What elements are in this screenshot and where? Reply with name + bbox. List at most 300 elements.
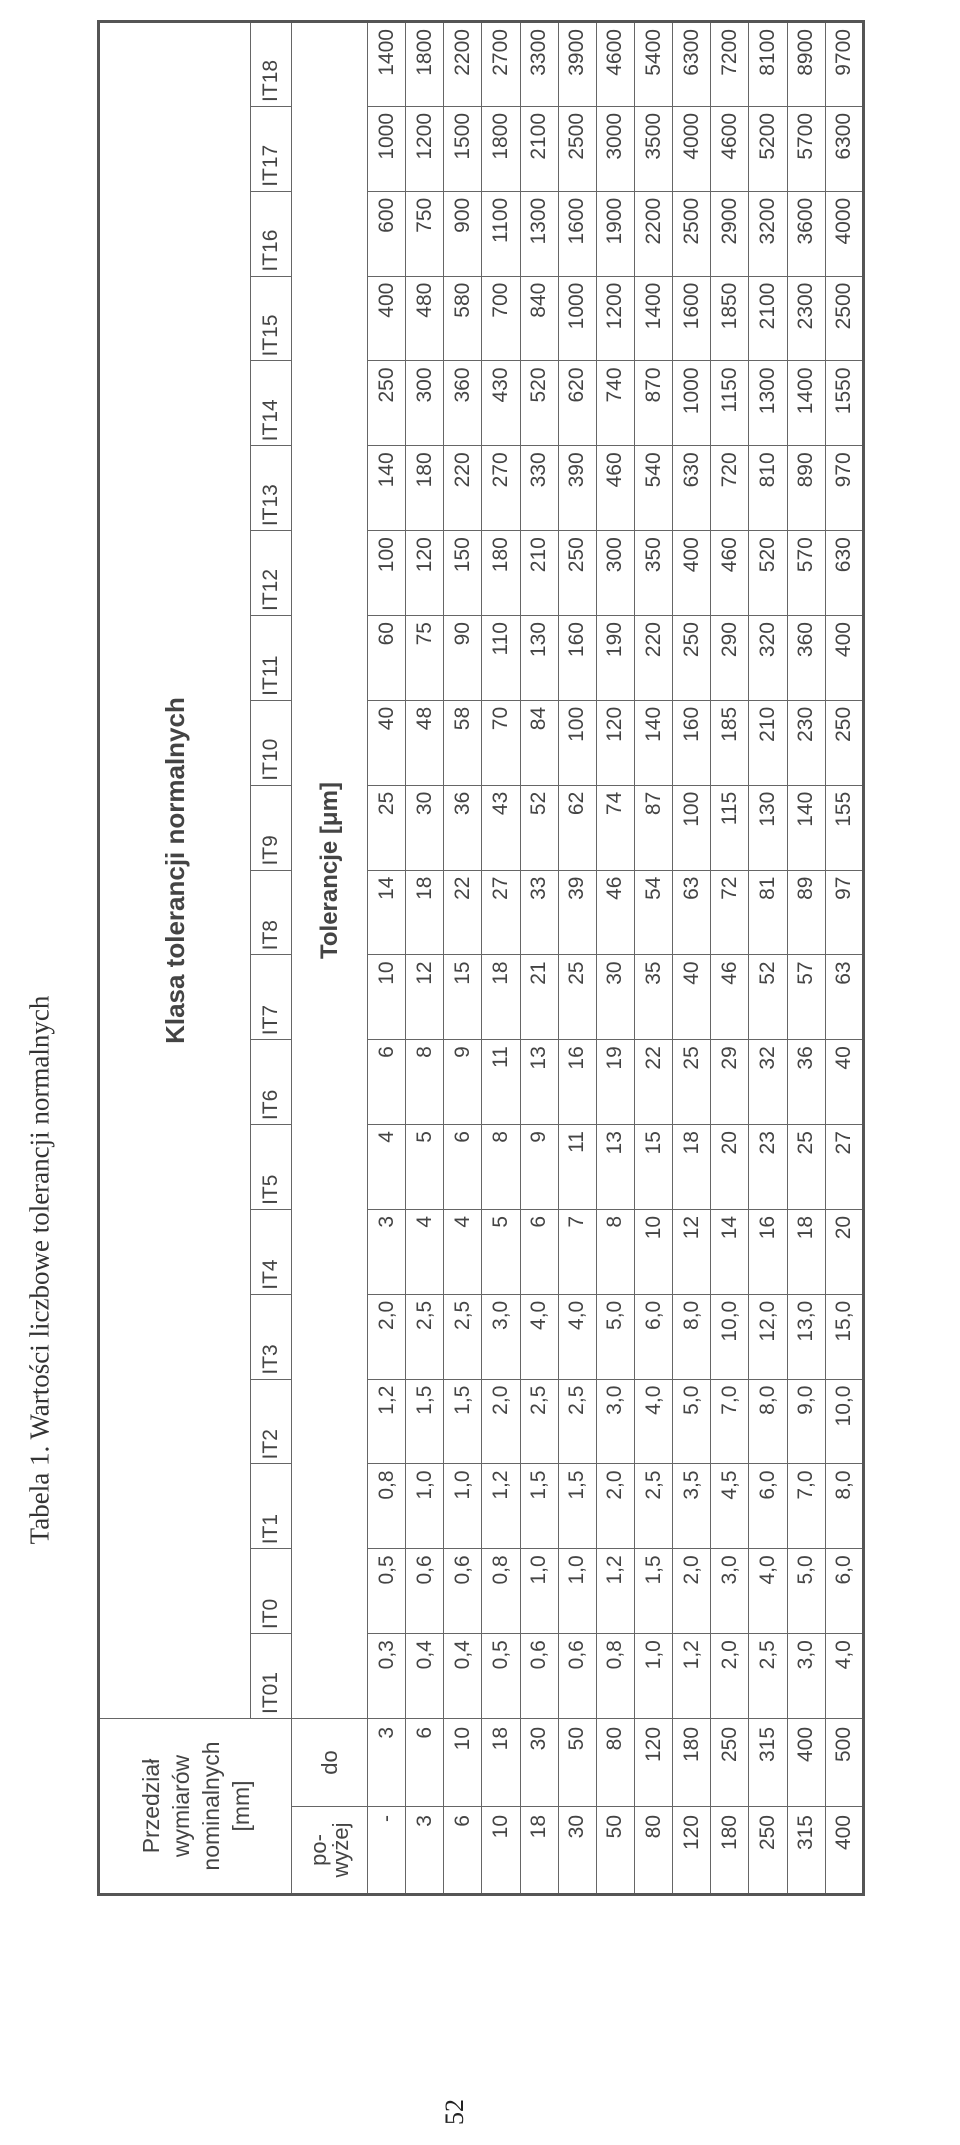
tolerance-value-cell: 20 xyxy=(825,1209,863,1294)
tolerance-value-cell: 1200 xyxy=(406,106,444,191)
tolerance-value-cell: 2500 xyxy=(673,191,711,276)
range-from-cell: 315 xyxy=(787,1807,825,1895)
tolerance-value-cell: 89 xyxy=(787,870,825,955)
tolerance-value-cell: 3,5 xyxy=(673,1464,711,1549)
tolerance-value-cell: 18 xyxy=(406,870,444,955)
tolerance-value-cell: 1000 xyxy=(368,106,406,191)
table-row xyxy=(825,22,863,1895)
class-label-it18: IT18 xyxy=(251,22,292,107)
range-from-cell: 120 xyxy=(673,1807,711,1895)
tolerance-value-cell: 5700 xyxy=(787,106,825,191)
tolerance-value-cell: 1600 xyxy=(558,191,596,276)
tolerance-value-cell: 10 xyxy=(368,955,406,1040)
tolerance-value-cell: 8 xyxy=(406,1040,444,1125)
tolerance-value-cell: 10 xyxy=(634,1209,672,1294)
tolerance-value-cell: 520 xyxy=(749,531,787,616)
tolerance-value-cell: 250 xyxy=(673,616,711,701)
tolerance-value-cell: 1,0 xyxy=(444,1464,482,1549)
tolerance-value-cell: 2,0 xyxy=(482,1379,520,1464)
tolerance-value-cell: 400 xyxy=(825,616,863,701)
tolerance-value-cell: 2100 xyxy=(520,106,558,191)
tolerance-value-cell: 7,0 xyxy=(711,1379,749,1464)
table-row xyxy=(787,22,825,1895)
tolerance-value-cell: 40 xyxy=(673,955,711,1040)
tolerance-value-cell: 360 xyxy=(787,616,825,701)
tolerance-value-cell: 250 xyxy=(558,531,596,616)
class-label-it0: IT0 xyxy=(251,1549,292,1634)
tolerance-value-cell: 120 xyxy=(596,700,634,785)
tolerance-value-cell: 16 xyxy=(749,1209,787,1294)
tolerance-value-cell: 900 xyxy=(444,191,482,276)
tolerance-value-cell: 1300 xyxy=(520,191,558,276)
tolerance-value-cell: 4,5 xyxy=(711,1464,749,1549)
tolerance-value-cell: 6 xyxy=(520,1209,558,1294)
table-row xyxy=(520,22,558,1895)
tolerance-value-cell: 2,5 xyxy=(749,1634,787,1719)
tolerance-value-cell: 400 xyxy=(673,531,711,616)
class-label-it6: IT6 xyxy=(251,1040,292,1125)
tolerance-value-cell: 18 xyxy=(482,955,520,1040)
tolerance-value-cell: 3300 xyxy=(520,22,558,107)
tolerance-value-cell: 140 xyxy=(787,785,825,870)
range-to-cell: 250 xyxy=(711,1718,749,1806)
tolerance-value-cell: 15,0 xyxy=(825,1294,863,1379)
class-label-it01: IT01 xyxy=(251,1634,292,1719)
tolerance-value-cell: 6,0 xyxy=(825,1549,863,1634)
range-to-cell: 30 xyxy=(520,1718,558,1806)
tolerance-value-cell: 9 xyxy=(444,1040,482,1125)
tolerance-value-cell: 36 xyxy=(787,1040,825,1125)
tolerance-value-cell: 1150 xyxy=(711,361,749,446)
tolerance-value-cell: 18 xyxy=(787,1209,825,1294)
page-number: 52 xyxy=(440,2099,469,2125)
tolerance-value-cell: 230 xyxy=(787,700,825,785)
tolerance-value-cell: 57 xyxy=(787,955,825,1040)
tolerance-value-cell: 10,0 xyxy=(711,1294,749,1379)
tolerance-value-cell: 74 xyxy=(596,785,634,870)
tolerance-value-cell: 14 xyxy=(711,1209,749,1294)
tolerance-value-cell: 8,0 xyxy=(749,1379,787,1464)
tolerance-value-cell: 10,0 xyxy=(825,1379,863,1464)
tolerance-value-cell: 2,0 xyxy=(596,1464,634,1549)
tolerance-value-cell: 25 xyxy=(558,955,596,1040)
tolerance-value-cell: 12 xyxy=(673,1209,711,1294)
table-row xyxy=(673,22,711,1895)
class-label-it17: IT17 xyxy=(251,106,292,191)
tolerance-value-cell: 3,0 xyxy=(596,1379,634,1464)
tolerance-value-cell: 23 xyxy=(749,1125,787,1210)
range-from-cell: 18 xyxy=(520,1807,558,1895)
class-label-it16: IT16 xyxy=(251,191,292,276)
tolerance-value-cell: 9 xyxy=(520,1125,558,1210)
table-body xyxy=(368,22,864,1895)
tolerance-value-cell: 180 xyxy=(406,446,444,531)
tolerance-value-cell: 740 xyxy=(596,361,634,446)
class-label-it11: IT11 xyxy=(251,616,292,701)
tolerance-value-cell: 1400 xyxy=(787,361,825,446)
range-from-cell: 10 xyxy=(482,1807,520,1895)
class-header: Klasa tolerancji normalnych xyxy=(99,22,251,1719)
tolerance-value-cell: 15 xyxy=(444,955,482,1040)
tolerance-value-cell: 27 xyxy=(482,870,520,955)
class-label-it12: IT12 xyxy=(251,531,292,616)
tolerance-value-cell: 90 xyxy=(444,616,482,701)
tolerance-value-cell: 40 xyxy=(825,1040,863,1125)
tolerance-value-cell: 29 xyxy=(711,1040,749,1125)
tolerance-value-cell: 75 xyxy=(406,616,444,701)
range-header: Przedział wymiarów nominalnych [mm] xyxy=(99,1718,292,1894)
table-row xyxy=(634,22,672,1895)
tolerance-value-cell: 150 xyxy=(444,531,482,616)
class-label-it7: IT7 xyxy=(251,955,292,1040)
range-from-cell: 30 xyxy=(558,1807,596,1895)
tolerance-value-cell: 6300 xyxy=(825,106,863,191)
tolerance-value-cell: 1,0 xyxy=(634,1634,672,1719)
tolerance-value-cell: 72 xyxy=(711,870,749,955)
tolerance-value-cell: 185 xyxy=(711,700,749,785)
tolerance-value-cell: 330 xyxy=(520,446,558,531)
tolerance-value-cell: 320 xyxy=(749,616,787,701)
tolerance-value-cell: 180 xyxy=(482,531,520,616)
tolerance-value-cell: 2,0 xyxy=(711,1634,749,1719)
tolerance-value-cell: 32 xyxy=(749,1040,787,1125)
tolerance-value-cell: 5 xyxy=(406,1125,444,1210)
tolerance-value-cell: 5400 xyxy=(634,22,672,107)
tolerance-value-cell: 890 xyxy=(787,446,825,531)
tolerance-value-cell: 2200 xyxy=(634,191,672,276)
tolerance-value-cell: 1000 xyxy=(673,361,711,446)
range-to-cell: 315 xyxy=(749,1718,787,1806)
tolerance-value-cell: 0,4 xyxy=(406,1634,444,1719)
tolerance-value-cell: 1,2 xyxy=(673,1634,711,1719)
tolerance-value-cell: 190 xyxy=(596,616,634,701)
tolerance-value-cell: 210 xyxy=(520,531,558,616)
tolerance-value-cell: 220 xyxy=(444,446,482,531)
tolerance-value-cell: 1,2 xyxy=(482,1464,520,1549)
range-to-cell: 18 xyxy=(482,1718,520,1806)
tolerance-value-cell: 18 xyxy=(673,1125,711,1210)
tolerance-value-cell: 3,0 xyxy=(787,1634,825,1719)
tolerance-value-cell: 220 xyxy=(634,616,672,701)
tolerance-value-cell: 6300 xyxy=(673,22,711,107)
tolerance-value-cell: 9,0 xyxy=(787,1379,825,1464)
tolerance-value-cell: 19 xyxy=(596,1040,634,1125)
tolerance-value-cell: 1900 xyxy=(596,191,634,276)
tolerance-value-cell: 810 xyxy=(749,446,787,531)
tolerance-value-cell: 52 xyxy=(520,785,558,870)
tolerance-value-cell: 2,5 xyxy=(406,1294,444,1379)
tolerance-value-cell: 100 xyxy=(673,785,711,870)
tolerance-value-cell: 30 xyxy=(406,785,444,870)
tolerance-value-cell: 1550 xyxy=(825,361,863,446)
tolerance-value-cell: 250 xyxy=(825,700,863,785)
tolerance-value-cell: 48 xyxy=(406,700,444,785)
range-from-cell: 400 xyxy=(825,1807,863,1895)
tolerance-value-cell: 350 xyxy=(634,531,672,616)
tolerance-value-cell: 270 xyxy=(482,446,520,531)
table-row xyxy=(749,22,787,1895)
tolerance-value-cell: 1,5 xyxy=(634,1549,672,1634)
table-row xyxy=(406,22,444,1895)
class-label-it10: IT10 xyxy=(251,700,292,785)
class-label-it5: IT5 xyxy=(251,1125,292,1210)
tolerance-value-cell: 36 xyxy=(444,785,482,870)
tolerance-value-cell: 7,0 xyxy=(787,1464,825,1549)
tolerance-value-cell: 300 xyxy=(596,531,634,616)
class-label-it1: IT1 xyxy=(251,1464,292,1549)
tolerance-value-cell: 0,6 xyxy=(520,1634,558,1719)
tolerance-value-cell: 2,0 xyxy=(368,1294,406,1379)
range-to-cell: 6 xyxy=(406,1718,444,1806)
tolerance-value-cell: 0,8 xyxy=(368,1464,406,1549)
tolerance-value-cell: 1,5 xyxy=(444,1379,482,1464)
range-to-cell: 80 xyxy=(596,1718,634,1806)
tolerance-value-cell: 460 xyxy=(596,446,634,531)
tolerance-value-cell: 2,5 xyxy=(444,1294,482,1379)
range-from-cell: 80 xyxy=(634,1807,672,1895)
tolerance-value-cell: 4000 xyxy=(673,106,711,191)
tolerance-value-cell: 4,0 xyxy=(749,1549,787,1634)
tolerance-value-cell: 4 xyxy=(444,1209,482,1294)
tolerance-value-cell: 140 xyxy=(368,446,406,531)
tolerance-value-cell: 1600 xyxy=(673,276,711,361)
table-row xyxy=(482,22,520,1895)
tolerance-value-cell: 2,5 xyxy=(520,1379,558,1464)
tolerance-value-cell: 3600 xyxy=(787,191,825,276)
tolerance-value-cell: 600 xyxy=(368,191,406,276)
tolerance-value-cell: 11 xyxy=(558,1125,596,1210)
tolerance-value-cell: 62 xyxy=(558,785,596,870)
tolerance-value-cell: 54 xyxy=(634,870,672,955)
range-from-cell: 250 xyxy=(749,1807,787,1895)
tolerance-value-cell: 720 xyxy=(711,446,749,531)
tolerance-value-cell: 130 xyxy=(520,616,558,701)
from-header: po- wyżej xyxy=(292,1807,368,1895)
tolerance-value-cell: 430 xyxy=(482,361,520,446)
tolerance-value-cell: 97 xyxy=(825,870,863,955)
tolerance-value-cell: 60 xyxy=(368,616,406,701)
tolerance-value-cell: 5 xyxy=(482,1209,520,1294)
tolerance-value-cell: 9700 xyxy=(825,22,863,107)
tolerance-value-cell: 1,0 xyxy=(558,1549,596,1634)
tolerance-value-cell: 120 xyxy=(406,531,444,616)
tolerance-value-cell: 3,0 xyxy=(711,1549,749,1634)
tolerance-value-cell: 1,5 xyxy=(520,1464,558,1549)
tolerance-value-cell: 160 xyxy=(558,616,596,701)
tolerance-value-cell: 4,0 xyxy=(634,1379,672,1464)
tolerance-value-cell: 540 xyxy=(634,446,672,531)
tolerance-value-cell: 750 xyxy=(406,191,444,276)
table-caption: Tabela 1. Wartości liczbowe tolerancji normalnych xyxy=(24,995,55,1545)
tolerance-value-cell: 0,5 xyxy=(482,1634,520,1719)
tolerance-value-cell: 63 xyxy=(825,955,863,1040)
tolerance-value-cell: 11 xyxy=(482,1040,520,1125)
tolerance-value-cell: 0,8 xyxy=(482,1549,520,1634)
tolerance-value-cell: 70 xyxy=(482,700,520,785)
tolerance-value-cell: 460 xyxy=(711,531,749,616)
tolerance-value-cell: 4,0 xyxy=(558,1294,596,1379)
tolerance-value-cell: 1400 xyxy=(368,22,406,107)
tolerance-value-cell: 1,5 xyxy=(558,1464,596,1549)
tolerance-value-cell: 1,0 xyxy=(520,1549,558,1634)
tolerance-value-cell: 6 xyxy=(444,1125,482,1210)
class-label-it14: IT14 xyxy=(251,361,292,446)
tolerance-value-cell: 390 xyxy=(558,446,596,531)
tolerance-value-cell: 35 xyxy=(634,955,672,1040)
tolerance-value-cell: 580 xyxy=(444,276,482,361)
tolerance-table xyxy=(97,20,865,1896)
tolerance-value-cell: 8,0 xyxy=(825,1464,863,1549)
class-label-it4: IT4 xyxy=(251,1209,292,1294)
tolerance-value-cell: 1,0 xyxy=(406,1464,444,1549)
tolerance-value-cell: 140 xyxy=(634,700,672,785)
table-row xyxy=(444,22,482,1895)
table-row xyxy=(596,22,634,1895)
range-to-cell: 50 xyxy=(558,1718,596,1806)
range-to-cell: 3 xyxy=(368,1718,406,1806)
tolerance-value-cell: 630 xyxy=(673,446,711,531)
table-row xyxy=(368,22,406,1895)
tolerance-value-cell: 13 xyxy=(596,1125,634,1210)
range-to-cell: 10 xyxy=(444,1718,482,1806)
tolerance-value-cell: 1200 xyxy=(596,276,634,361)
tolerance-value-cell: 700 xyxy=(482,276,520,361)
tolerance-value-cell: 8 xyxy=(596,1209,634,1294)
to-header: do xyxy=(292,1718,368,1806)
tolerance-value-cell: 1800 xyxy=(482,106,520,191)
tolerance-value-cell: 1300 xyxy=(749,361,787,446)
tolerance-value-cell: 7200 xyxy=(711,22,749,107)
tolerance-value-cell: 4000 xyxy=(825,191,863,276)
tolerance-value-cell: 40 xyxy=(368,700,406,785)
tolerance-value-cell: 400 xyxy=(368,276,406,361)
tolerance-value-cell: 4600 xyxy=(711,106,749,191)
tolerance-value-cell: 4,0 xyxy=(825,1634,863,1719)
tolerance-value-cell: 2500 xyxy=(825,276,863,361)
range-to-cell: 400 xyxy=(787,1718,825,1806)
tolerance-value-cell: 2500 xyxy=(558,106,596,191)
tolerance-value-cell: 2300 xyxy=(787,276,825,361)
tolerance-value-cell: 4,0 xyxy=(520,1294,558,1379)
tolerance-value-cell: 20 xyxy=(711,1125,749,1210)
tolerance-value-cell: 1100 xyxy=(482,191,520,276)
tolerance-value-cell: 1800 xyxy=(406,22,444,107)
tolerance-value-cell: 300 xyxy=(406,361,444,446)
tolerance-value-cell: 25 xyxy=(368,785,406,870)
tolerance-value-cell: 840 xyxy=(520,276,558,361)
tolerance-value-cell: 22 xyxy=(444,870,482,955)
tolerance-value-cell: 630 xyxy=(825,531,863,616)
tolerance-value-cell: 46 xyxy=(711,955,749,1040)
tolerance-value-cell: 1500 xyxy=(444,106,482,191)
tolerance-value-cell: 210 xyxy=(749,700,787,785)
tolerance-value-cell: 7 xyxy=(558,1209,596,1294)
tolerance-value-cell: 1850 xyxy=(711,276,749,361)
tolerance-value-cell: 970 xyxy=(825,446,863,531)
class-label-it15: IT15 xyxy=(251,276,292,361)
tolerance-value-cell: 12,0 xyxy=(749,1294,787,1379)
tolerance-value-cell: 6,0 xyxy=(749,1464,787,1549)
tolerance-value-cell: 25 xyxy=(787,1125,825,1210)
tolerance-value-cell: 110 xyxy=(482,616,520,701)
tolerance-value-cell: 870 xyxy=(634,361,672,446)
tolerance-value-cell: 58 xyxy=(444,700,482,785)
tolerance-value-cell: 0,6 xyxy=(444,1549,482,1634)
tolerance-value-cell: 4600 xyxy=(596,22,634,107)
tolerance-value-cell: 5,0 xyxy=(787,1549,825,1634)
tolerance-value-cell: 8 xyxy=(482,1125,520,1210)
class-label-it9: IT9 xyxy=(251,785,292,870)
range-from-cell: - xyxy=(368,1807,406,1895)
tolerance-value-cell: 5,0 xyxy=(596,1294,634,1379)
tolerance-value-cell: 2,5 xyxy=(558,1379,596,1464)
tolerance-value-cell: 16 xyxy=(558,1040,596,1125)
class-label-it3: IT3 xyxy=(251,1294,292,1379)
tolerance-value-cell: 27 xyxy=(825,1125,863,1210)
tolerance-value-cell: 2,0 xyxy=(673,1549,711,1634)
tolerance-value-cell: 0,6 xyxy=(406,1549,444,1634)
tolerance-value-cell: 6,0 xyxy=(634,1294,672,1379)
tolerance-value-cell: 570 xyxy=(787,531,825,616)
tolerance-value-cell: 1,2 xyxy=(368,1379,406,1464)
range-from-cell: 50 xyxy=(596,1807,634,1895)
tolerance-value-cell: 0,8 xyxy=(596,1634,634,1719)
tolerance-value-cell: 5200 xyxy=(749,106,787,191)
tolerance-value-cell: 1400 xyxy=(634,276,672,361)
tolerance-value-cell: 25 xyxy=(673,1040,711,1125)
tolerance-value-cell: 15 xyxy=(634,1125,672,1210)
tolerance-value-cell: 115 xyxy=(711,785,749,870)
tolerance-value-cell: 3,0 xyxy=(482,1294,520,1379)
class-label-it13: IT13 xyxy=(251,446,292,531)
tolerance-value-cell: 4 xyxy=(406,1209,444,1294)
tolerance-value-cell: 480 xyxy=(406,276,444,361)
tolerance-value-cell: 0,5 xyxy=(368,1549,406,1634)
tolerance-value-cell: 1000 xyxy=(558,276,596,361)
tolerance-value-cell: 22 xyxy=(634,1040,672,1125)
tolerance-value-cell: 100 xyxy=(558,700,596,785)
tolerance-value-cell: 30 xyxy=(596,955,634,1040)
table-row xyxy=(711,22,749,1895)
tolerance-header: Tolerancje [μm] xyxy=(292,22,368,1719)
tolerance-value-cell: 520 xyxy=(520,361,558,446)
table-row xyxy=(558,22,596,1895)
range-to-cell: 180 xyxy=(673,1718,711,1806)
tolerance-value-cell: 43 xyxy=(482,785,520,870)
tolerance-value-cell: 2100 xyxy=(749,276,787,361)
tolerance-value-cell: 21 xyxy=(520,955,558,1040)
tolerance-table-container xyxy=(97,23,865,1896)
range-from-cell: 180 xyxy=(711,1807,749,1895)
tolerance-value-cell: 3900 xyxy=(558,22,596,107)
tolerance-value-cell: 4 xyxy=(368,1125,406,1210)
tolerance-value-cell: 620 xyxy=(558,361,596,446)
tolerance-value-cell: 8900 xyxy=(787,22,825,107)
tolerance-value-cell: 250 xyxy=(368,361,406,446)
tolerance-value-cell: 160 xyxy=(673,700,711,785)
class-label-it2: IT2 xyxy=(251,1379,292,1464)
tolerance-value-cell: 5,0 xyxy=(673,1379,711,1464)
tolerance-value-cell: 81 xyxy=(749,870,787,955)
tolerance-value-cell: 2200 xyxy=(444,22,482,107)
tolerance-value-cell: 1,5 xyxy=(406,1379,444,1464)
tolerance-value-cell: 3200 xyxy=(749,191,787,276)
class-label-it8: IT8 xyxy=(251,870,292,955)
tolerance-value-cell: 52 xyxy=(749,955,787,1040)
tolerance-value-cell: 290 xyxy=(711,616,749,701)
tolerance-value-cell: 84 xyxy=(520,700,558,785)
tolerance-value-cell: 130 xyxy=(749,785,787,870)
